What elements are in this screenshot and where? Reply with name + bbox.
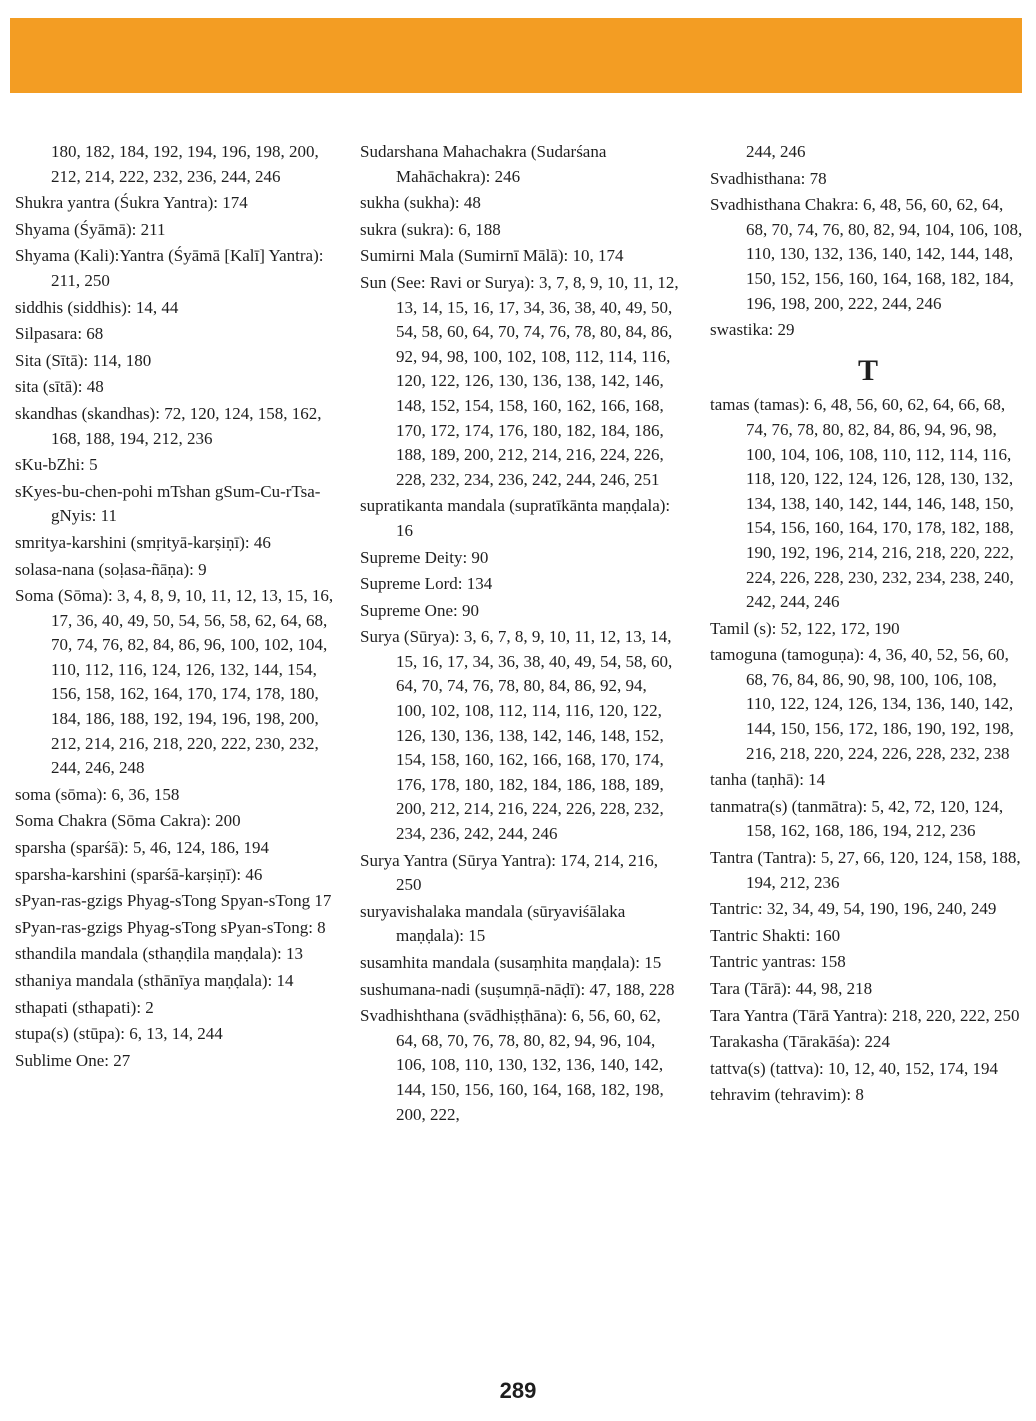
- index-entry: Sun (See: Ravi or Surya): 3, 7, 8, 9, 10, 11, 12, 13, 14, 15, 16, 17, 34, 36, 38, 40, 49, 50, 54, 58, 60, 64, 70, 74, 76, 78, 80, 84, 86, 92, 94, 98, 100, 102, 108, 112, 114, 116, 120, 122, 126, 130, 136, 138, 142, 146, 148, 152, 154, 158, 160, 162, 166, 168, 170, 172, 174, 176, 180, 182, 184, 186, 188, 189, 200, 212, 214, 216, 224, 226, 228, 232, 234, 236, 242, 244, 246, 251: [360, 272, 679, 489]
- index-entry: sPyan-ras-gzigs Phyag-sTong Spyan-sTong 17: [15, 891, 332, 911]
- index-entry: Soma Chakra (Sōma Cakra): 200: [15, 811, 241, 831]
- index-entry: sushumana-nadi (suṣumṇā-nāḍī): 47, 188, 228: [360, 979, 675, 999]
- index-entry: siddhis (siddhis): 14, 44: [15, 297, 179, 317]
- index-entry: Surya Yantra (Sūrya Yantra): 174, 214, 216, 250: [360, 850, 658, 895]
- index-entry: Supreme One: 90: [360, 600, 479, 620]
- index-entry: Sudarshana Mahachakra (Sudarśana Mahāchakra): 246: [360, 142, 607, 186]
- index-entry: skandhas (skandhas): 72, 120, 124, 158, 162, 168, 188, 194, 212, 236: [15, 403, 322, 448]
- index-entry-continuation: 244, 246: [746, 142, 806, 161]
- index-entry: tamas (tamas): 6, 48, 56, 60, 62, 64, 66, 68, 74, 76, 78, 80, 82, 84, 86, 94, 96, 98, 100, 104, 106, 108, 110, 112, 114, 116, 118, 120, 122, 124, 126, 128, 130, 132, 134, 138, 140, 142, 144, 146, 148, 150, 154, 156, 160, 164, 170, 178, 182, 188, 190, 192, 196, 214, 216, 218, 220, 222, 224, 226, 228, 230, 232, 234, 238, 240, 242, 244, 246: [710, 395, 1014, 612]
- index-entry: supratikanta mandala (supratīkānta maṇḍala): 16: [360, 496, 671, 540]
- index-entry: solasa-nana (soḷasa-ñāṇa): 9: [15, 559, 207, 579]
- index-entry: suryavishalaka mandala (sūryaviśālaka maṇḍala): 15: [360, 901, 626, 946]
- index-entry: smritya-karshini (smṛityā-karṣiṇī): 46: [15, 532, 271, 552]
- index-entry: sparsha (sparśā): 5, 46, 124, 186, 194: [15, 838, 270, 858]
- index-entry: Shyama (Śyāmā): 211: [15, 219, 166, 239]
- index-entry: sita (sītā): 48: [15, 377, 104, 397]
- index-entry: tattva(s) (tattva): 10, 12, 40, 152, 174, 194: [710, 1058, 999, 1078]
- index-entry: susamhita mandala (susaṃhita maṇḍala): 15: [360, 953, 662, 972]
- index-entry: Tara Yantra (Tārā Yantra): 218, 220, 222, 250: [710, 1005, 1020, 1025]
- index-entry: Soma (Sōma): 3, 4, 8, 9, 10, 11, 12, 13, 15, 16, 17, 36, 40, 49, 50, 54, 56, 58, 62, 64, 68, 70, 74, 76, 82, 84, 86, 96, 100, 102, 104, 110, 112, 116, 124, 126, 132, 144, 154, 156, 158, 162, 164, 170, 174, 178, 180, 184, 186, 188, 192, 194, 196, 198, 200, 212, 214, 216, 218, 220, 222, 230, 232, 244, 246, 248: [15, 586, 334, 778]
- index-entry: Tantric yantras: 158: [710, 952, 846, 972]
- index-entry: tanha (taṇhā): 14: [710, 770, 826, 790]
- index-entry: tamoguna (tamoguṇa): 4, 36, 40, 52, 56, 60, 68, 76, 84, 86, 90, 98, 100, 106, 108, 110, 122, 124, 126, 134, 136, 140, 142, 144, 150, 156, 172, 186, 190, 192, 198, 216, 218, 220, 224, 226, 228, 232, 238: [710, 645, 1014, 763]
- index-entry: sKyes-bu-chen-pohi mTshan gSum-Cu-rTsa-gNyis: 11: [15, 481, 321, 526]
- header-color-band: [10, 18, 1022, 93]
- index-entry: Tantric Shakti: 160: [710, 925, 841, 945]
- index-entry: Surya (Sūrya): 3, 6, 7, 8, 9, 10, 11, 12, 13, 14, 15, 16, 17, 34, 36, 38, 40, 49, 54, 58, 60, 64, 70, 74, 76, 78, 80, 84, 86, 92, 94, 100, 102, 108, 112, 114, 116, 120, 122, 126, 130, 136, 138, 142, 146, 148, 152, 154, 158, 160, 162, 166, 168, 170, 174, 176, 178, 180, 182, 184, 186, 188, 189, 200, 212, 214, 216, 224, 226, 228, 232, 234, 236, 242, 244, 246: [360, 627, 673, 844]
- index-column-1: [15, 140, 335, 1075]
- index-entry: sthapati (sthapati): 2: [15, 997, 154, 1017]
- index-column-2: [360, 140, 680, 1129]
- index-entry: sukra (sukra): 6, 188: [360, 219, 501, 239]
- index-entry: Tantric: 32, 34, 49, 54, 190, 196, 240, 249: [710, 899, 997, 919]
- index-entry: Silpasara: 68: [15, 324, 104, 344]
- index-entry: sKu-bZhi: 5: [15, 455, 98, 475]
- index-entry: sPyan-ras-gzigs Phyag-sTong sPyan-sTong: 8: [15, 917, 326, 937]
- index-entry: swastika: 29: [710, 320, 795, 340]
- index-entry: Supreme Deity: 90: [360, 547, 489, 567]
- index-entry: sukha (sukha): 48: [360, 193, 481, 213]
- index-entry: Tantra (Tantra): 5, 27, 66, 120, 124, 158, 188, 194, 212, 236: [710, 848, 1021, 892]
- index-entry: sparsha-karshini (sparśā-karṣiṇī): 46: [15, 864, 263, 884]
- index-entry: Sita (Sītā): 114, 180: [15, 350, 152, 370]
- index-entry: Shukra yantra (Śukra Yantra): 174: [15, 193, 248, 213]
- index-entry: stupa(s) (stūpa): 6, 13, 14, 244: [15, 1024, 223, 1044]
- index-entry: sthandila mandala (sthaṇḍila maṇḍala): 13: [15, 944, 303, 964]
- index-entry: tanmatra(s) (tanmātra): 5, 42, 72, 120, 124, 158, 162, 168, 186, 194, 212, 236: [710, 796, 1004, 841]
- page-number: 289: [499, 1378, 537, 1403]
- index-entry: Sumirni Mala (Sumirnī Mālā): 10, 174: [360, 246, 624, 266]
- index-entry: Tarakasha (Tārakāśa): 224: [710, 1032, 891, 1052]
- index-entry: Tamil (s): 52, 122, 172, 190: [710, 618, 900, 638]
- index-entry: tehravim (tehravim): 8: [710, 1085, 864, 1105]
- index-entry: Sublime One: 27: [15, 1050, 131, 1070]
- index-entry: Shyama (Kali):Yantra (Śyāmā [Kalī] Yantra): 211, 250: [15, 246, 324, 290]
- index-entry: Tara (Tārā): 44, 98, 218: [710, 979, 873, 998]
- index-entry: Supreme Lord: 134: [360, 574, 493, 594]
- index-entry: Svadhisthana Chakra: 6, 48, 56, 60, 62, 64, 68, 70, 74, 76, 80, 82, 94, 104, 106, 108, 110, 130, 132, 136, 140, 142, 144, 148, 150, 152, 156, 160, 164, 168, 182, 184, 196, 198, 200, 222, 244, 246: [710, 195, 1023, 313]
- section-letter-heading: T: [857, 353, 878, 387]
- index-entry-continuation: 180, 182, 184, 192, 194, 196, 198, 200, 212, 214, 222, 232, 236, 244, 246: [51, 142, 319, 186]
- index-entry: soma (sōma): 6, 36, 158: [15, 784, 180, 804]
- index-entry: sthaniya mandala (sthānīya maṇḍala): 14: [15, 971, 294, 990]
- index-entry: Svadhishthana (svādhiṣṭhāna): 6, 56, 60, 62, 64, 68, 70, 76, 78, 80, 82, 94, 96, 104, 106, 108, 110, 130, 132, 136, 140, 142, 144, 150, 156, 160, 164, 168, 182, 198, 200, 222,: [360, 1006, 664, 1124]
- index-column-3: [710, 140, 1026, 1110]
- index-entry: Svadhisthana: 78: [710, 168, 827, 188]
